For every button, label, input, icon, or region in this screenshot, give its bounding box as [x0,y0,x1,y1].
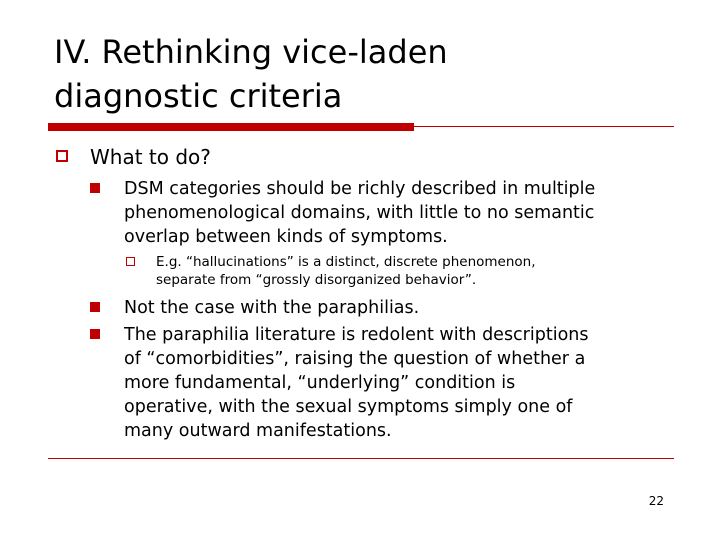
bullet-text [124,323,684,443]
slide-title-line-1: IV. Rethinking vice-laden [54,33,448,71]
bullet-line: Not the case with the paraphilias. [124,298,420,318]
sub-bullet-text [156,253,636,289]
bullet-line: phenomenological domains, with little to no semantic [124,203,595,223]
filled-square-bullet-icon [90,183,100,193]
bullet-line: operative, with the sexual symptoms simply one of [124,397,573,417]
sub-bullet-line: E.g. “hallucinations” is a distinct, discrete phenomenon, [156,254,536,270]
bullet-line: more fundamental, “underlying” condition is [124,373,516,393]
footer-divider-line [48,458,674,459]
bullet-line: DSM categories should be richly described in multiple [124,179,596,199]
slide-title [54,30,674,118]
bullet-text: What to do? [90,145,211,169]
hollow-square-bullet-icon [56,150,68,162]
slide-title-line-2: diagnostic criteria [54,77,343,115]
hollow-square-bullet-icon [126,257,135,266]
bullet-text [124,296,684,320]
bullet-line: of “comorbidities”, raising the question of whether a [124,349,586,369]
bullet-text [124,177,684,249]
filled-square-bullet-icon [90,302,100,312]
title-accent-bar [48,123,414,131]
bullet-line: The paraphilia literature is redolent with descriptions [124,325,589,345]
bullet-line: overlap between kinds of symptoms. [124,227,448,247]
page-number: 22 [648,494,664,508]
sub-bullet-line: separate from “grossly disorganized behavior”. [156,272,477,288]
filled-square-bullet-icon [90,329,100,339]
bullet-line: many outward manifestations. [124,421,392,441]
